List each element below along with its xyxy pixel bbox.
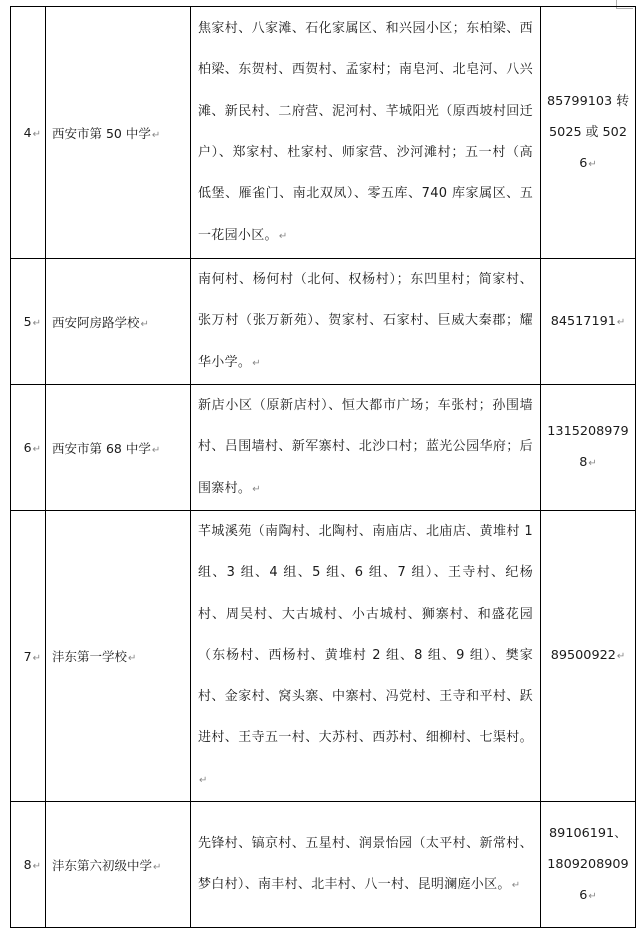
paragraph-mark-icon: ↵ <box>32 318 41 329</box>
school-name: 西安市第 68 中学↵ <box>46 385 191 511</box>
school-name: 沣东第六初级中学↵ <box>46 802 191 928</box>
enrollment-area: 新店小区（原新店村）、恒大都市广场；车张村；孙围墙村、吕围墙村、新军寨村、北沙口村；蓝光公园华府；后围寨村。↵ <box>191 385 541 511</box>
row-number: 4↵ <box>11 7 46 259</box>
row-number: 8↵ <box>11 802 46 928</box>
contact-phone: 84517191↵ <box>541 259 636 385</box>
paragraph-mark-icon: ↵ <box>511 880 521 892</box>
paragraph-mark-icon: ↵ <box>32 652 41 664</box>
paragraph-mark-icon: ↵ <box>588 890 597 902</box>
paragraph-mark-icon: ↵ <box>588 458 597 469</box>
paragraph-mark-icon: ↵ <box>151 444 161 456</box>
enrollment-area: 南何村、杨何村（北何、权杨村）；东凹里村；简家村、张万村（张万新苑）、贺家村、石家村、巨威大秦郡；耀华小学。↵ <box>191 259 541 385</box>
paragraph-mark-icon: ↵ <box>32 444 41 455</box>
paragraph-mark-icon: ↵ <box>153 861 162 873</box>
table-row <box>11 385 636 511</box>
row-number: 5↵ <box>11 259 46 385</box>
row-number: 6↵ <box>11 385 46 511</box>
paragraph-mark-icon: ↵ <box>32 861 41 873</box>
table-row <box>11 259 636 385</box>
contact-phone: 89500922↵ <box>541 511 636 802</box>
school-name: 西安市第 50 中学↵ <box>46 7 191 259</box>
paragraph-mark-icon: ↵ <box>616 316 626 328</box>
enrollment-area: 先锋村、镐京村、五星村、润景怡园（太平村、新常村、梦白村）、南丰村、北丰村、八一村、昆明澜庭小区。↵ <box>191 802 541 928</box>
enrollment-area: 焦家村、八家滩、石化家属区、和兴园小区；东柏梁、西柏梁、东贺村、西贺村、孟家村；南皂河、北皂河、八兴滩、新民村、二府营、泥河村、芊城阳光（原西坡村回迁户）、郑家村、杜家村、师家营、沙河滩村；五一村（高低堡、雁雀门、南北双凤）、零五库、740 库家属区、五一花园小区。↵ <box>191 7 541 259</box>
contact-phone: 13152089798↵ <box>541 385 636 511</box>
contact-phone: 85799103 转5025 或 5026↵ <box>541 7 636 259</box>
paragraph-mark-icon: ↵ <box>140 318 149 330</box>
paragraph-mark-icon: ↵ <box>616 651 626 663</box>
paragraph-mark-icon: ↵ <box>151 129 161 141</box>
paragraph-mark-icon: ↵ <box>252 357 261 369</box>
contact-phone: 89106191、18092089096↵ <box>541 802 636 928</box>
paragraph-mark-icon: ↵ <box>252 483 261 495</box>
school-name: 沣东第一学校↵ <box>46 511 191 802</box>
district-assignment-table <box>10 6 636 928</box>
table-row <box>11 802 636 928</box>
paragraph-mark-icon: ↵ <box>588 158 597 170</box>
table-row <box>11 511 636 802</box>
row-number: 7↵ <box>11 511 46 802</box>
school-name: 西安阿房路学校↵ <box>46 259 191 385</box>
paragraph-mark-icon: ↵ <box>32 129 41 140</box>
paragraph-mark-icon: ↵ <box>128 653 137 665</box>
paragraph-mark-icon: ↵ <box>278 230 288 242</box>
table-row <box>11 7 636 259</box>
paragraph-mark-icon: ↵ <box>199 774 208 786</box>
enrollment-area: 芊城溪苑（南陶村、北陶村、南庙店、北庙店、黄堆村 1 组、3 组、4 组、5 组、6 组、7 组）、王寺村、纪杨村、周吴村、大古城村、小古城村、狮寨村、和盛花园（东杨村、西杨村、黄堆村 2 组、8 组、9 组）、樊家村、金家村、窝头寨、中寨村、冯党村、王寺和平村、跃进村、王寺五一村、大苏村、西苏村、细柳村、七渠村。↵ <box>191 511 541 802</box>
